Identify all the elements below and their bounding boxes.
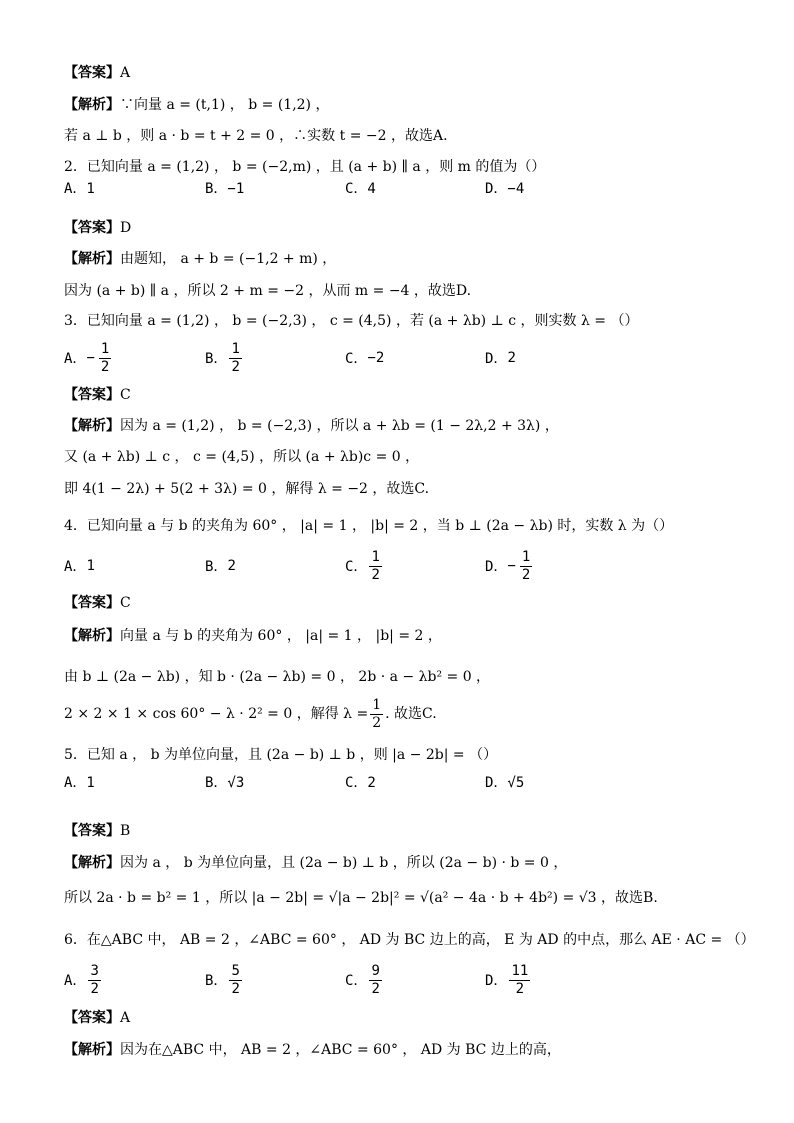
text-line	[64, 692, 754, 736]
option-label: D．	[485, 973, 508, 989]
section-tag: 【解析】	[64, 418, 120, 434]
option-c: C．4	[345, 181, 376, 197]
line-text: 由题知， a + b = (−1,2 + m) ，	[120, 251, 337, 267]
answer-line	[64, 626, 754, 646]
option-row	[64, 772, 764, 792]
fraction-denominator: 2	[231, 980, 240, 997]
option-label: B．	[205, 351, 228, 367]
option-a: A．1	[64, 775, 95, 791]
option-a	[64, 544, 95, 588]
answer-line	[64, 416, 754, 436]
text-line	[64, 447, 754, 467]
answer-line	[64, 1040, 754, 1060]
option-label: C．	[345, 351, 368, 367]
option-label: C．	[345, 559, 368, 575]
section-tag: 【答案】	[64, 595, 120, 611]
line-text: B	[120, 823, 131, 839]
option-c	[345, 958, 384, 1002]
fraction	[229, 963, 241, 998]
option-d	[485, 958, 532, 1002]
option-label: A．	[64, 973, 87, 989]
option-row	[64, 958, 764, 1002]
line-text: 又 (a + λb) ⊥ c ， c = (4,5) ，所以 (a + λb)c = 0 ，	[64, 449, 420, 465]
section-tag: 【解析】	[64, 628, 120, 644]
section-tag: 【解析】	[64, 251, 120, 267]
answer-line	[64, 821, 754, 841]
line-text: A	[120, 1010, 131, 1026]
option-a	[64, 958, 103, 1002]
section-tag: 【答案】	[64, 220, 120, 236]
fraction-denominator: 2	[90, 980, 99, 997]
option-label: D．	[485, 559, 508, 575]
fraction-numerator: 1	[521, 548, 531, 565]
fraction	[229, 341, 241, 376]
fraction-denominator: 2	[515, 980, 525, 997]
fraction	[369, 963, 381, 998]
option-d: D．√5	[485, 775, 525, 791]
fraction-numerator: 9	[371, 962, 380, 979]
answer-line	[64, 218, 754, 238]
fraction	[369, 549, 381, 584]
option-value: −2	[367, 350, 385, 366]
line-text: D	[120, 220, 132, 236]
answer-line	[64, 95, 754, 115]
option-c	[345, 544, 384, 588]
answer-line	[64, 1008, 754, 1028]
option-c	[345, 336, 384, 380]
line-text: 向量 a 与 b 的夹角为 60° ， |a| = 1 ， |b| = 2 ，	[120, 628, 442, 644]
text-line	[64, 281, 754, 301]
section-tag: 【答案】	[64, 1010, 120, 1026]
text-line	[64, 745, 754, 765]
text-line	[64, 479, 754, 499]
fraction-numerator: 1	[231, 340, 240, 357]
fraction-numerator: 5	[231, 962, 240, 979]
line-text: . 故选C.	[385, 706, 437, 722]
option-row	[64, 178, 764, 198]
option-label: C．	[345, 973, 368, 989]
fraction-numerator: 1	[100, 340, 110, 357]
fraction-denominator: 2	[521, 566, 531, 583]
option-d	[485, 336, 516, 380]
section-tag: 【解析】	[64, 97, 120, 113]
text-line	[64, 930, 754, 950]
answer-line	[64, 593, 754, 613]
option-d	[485, 544, 534, 588]
fraction	[509, 963, 530, 998]
line-text: 2．已知向量 a = (1,2) ， b = (−2,m) ，且 (a + b) ∥ a ，则 m 的值为（）	[64, 159, 546, 175]
option-a	[64, 336, 113, 380]
option-value: 1	[86, 558, 95, 574]
fraction	[99, 341, 111, 376]
line-text: 由 b ⊥ (2a − λb) ，知 b · (2a − λb) = 0 ， 2b · a − λb² = 0 ，	[64, 669, 491, 685]
answer-line	[64, 853, 754, 873]
section-tag: 【答案】	[64, 65, 120, 81]
option-label: D．	[485, 351, 508, 367]
option-label: B．	[205, 973, 228, 989]
option-d: D．−4	[485, 181, 525, 197]
text-line	[64, 888, 754, 908]
fraction-numerator: 1	[371, 548, 380, 565]
fraction	[88, 963, 100, 998]
line-text: 2 × 2 × 1 × cos 60° − λ · 2² = 0 ，解得 λ =	[64, 706, 369, 722]
line-text: 所以 2a · b = b² = 1 ，所以 |a − 2b| = √|a − 2b|² = √(a² − 4a · b + 4b²) = √3 ，故选B.	[64, 890, 658, 906]
option-b	[205, 958, 244, 1002]
fraction	[520, 549, 532, 584]
fraction-numerator: 3	[90, 962, 99, 979]
option-b: B．−1	[205, 181, 245, 197]
section-tag: 【答案】	[64, 823, 120, 839]
fraction-denominator: 2	[100, 358, 110, 375]
option-value: 2	[227, 558, 236, 574]
text-line	[64, 667, 754, 687]
answer-line	[64, 63, 754, 83]
option-c: C．2	[345, 775, 376, 791]
option-label: A．	[64, 559, 87, 575]
option-row	[64, 336, 764, 380]
line-text: 即 4(1 − 2λ) + 5(2 + 3λ) = 0 ，解得 λ = −2 ，故选C.	[64, 481, 430, 497]
fraction-numerator: 11	[511, 962, 529, 979]
fraction-numerator: 1	[372, 696, 382, 713]
line-text: 因为 (a + b) ∥ a ，所以 2 + m = −2 ，从而 m = −4 ，故选D.	[64, 283, 472, 299]
answer-line	[64, 249, 754, 269]
minus-sign: −	[507, 558, 516, 574]
section-tag: 【答案】	[64, 387, 120, 403]
text-line	[64, 157, 754, 177]
line-text: 6．在△ABC 中， AB = 2 ，∠ABC = 60° ， AD 为 BC 边上的高， E 为 AD 的中点，那么 AE · AC = （）	[64, 932, 755, 948]
line-text: 5．已知 a ， b 为单位向量，且 (2a − b) ⊥ b ，则 |a − 2b| = （）	[64, 747, 498, 763]
option-b	[205, 336, 244, 380]
option-b	[205, 544, 236, 588]
text-line	[64, 126, 754, 146]
line-text: A	[120, 65, 131, 81]
fraction-denominator: 2	[371, 566, 380, 583]
option-b: B．√3	[205, 775, 245, 791]
line-text: 4．已知向量 a 与 b 的夹角为 60° ， |a| = 1 ， |b| = 2 ，当 b ⊥ (2a − λb) 时，实数 λ 为（）	[64, 518, 674, 534]
answer-line	[64, 385, 754, 405]
fraction-denominator: 2	[371, 980, 380, 997]
line-text: 因为 a = (1,2) ， b = (−2,3) ，所以 a + λb = (1 − 2λ,2 + 3λ) ，	[120, 418, 559, 434]
fraction	[370, 697, 383, 732]
line-text: C	[120, 387, 131, 403]
line-text: ∵向量 a = (t,1) ， b = (1,2) ，	[120, 97, 330, 113]
option-label: A．	[64, 351, 87, 367]
line-text: 3．已知向量 a = (1,2) ， b = (−2,3) ， c = (4,5) ，若 (a + λb) ⊥ c ，则实数 λ = （）	[64, 313, 639, 329]
option-label: B．	[205, 559, 228, 575]
option-value: 2	[507, 350, 516, 366]
text-line	[64, 516, 754, 536]
line-text: 因为在△ABC 中， AB = 2 ，∠ABC = 60° ， AD 为 BC 边上的高，	[120, 1042, 561, 1058]
minus-sign: −	[86, 350, 95, 366]
section-tag: 【解析】	[64, 1042, 120, 1058]
section-tag: 【解析】	[64, 855, 120, 871]
option-a: A．1	[64, 181, 95, 197]
option-row	[64, 544, 764, 588]
fraction-denominator: 2	[231, 358, 240, 375]
fraction-denominator: 2	[372, 714, 382, 731]
line-text: 因为 a ， b 为单位向量，且 (2a − b) ⊥ b ，所以 (2a − b) · b = 0 ，	[120, 855, 568, 871]
text-line	[64, 311, 754, 331]
line-text: C	[120, 595, 131, 611]
line-text: 若 a ⊥ b ，则 a · b = t + 2 = 0 ，∴实数 t = −2 ，故选A.	[64, 128, 448, 144]
